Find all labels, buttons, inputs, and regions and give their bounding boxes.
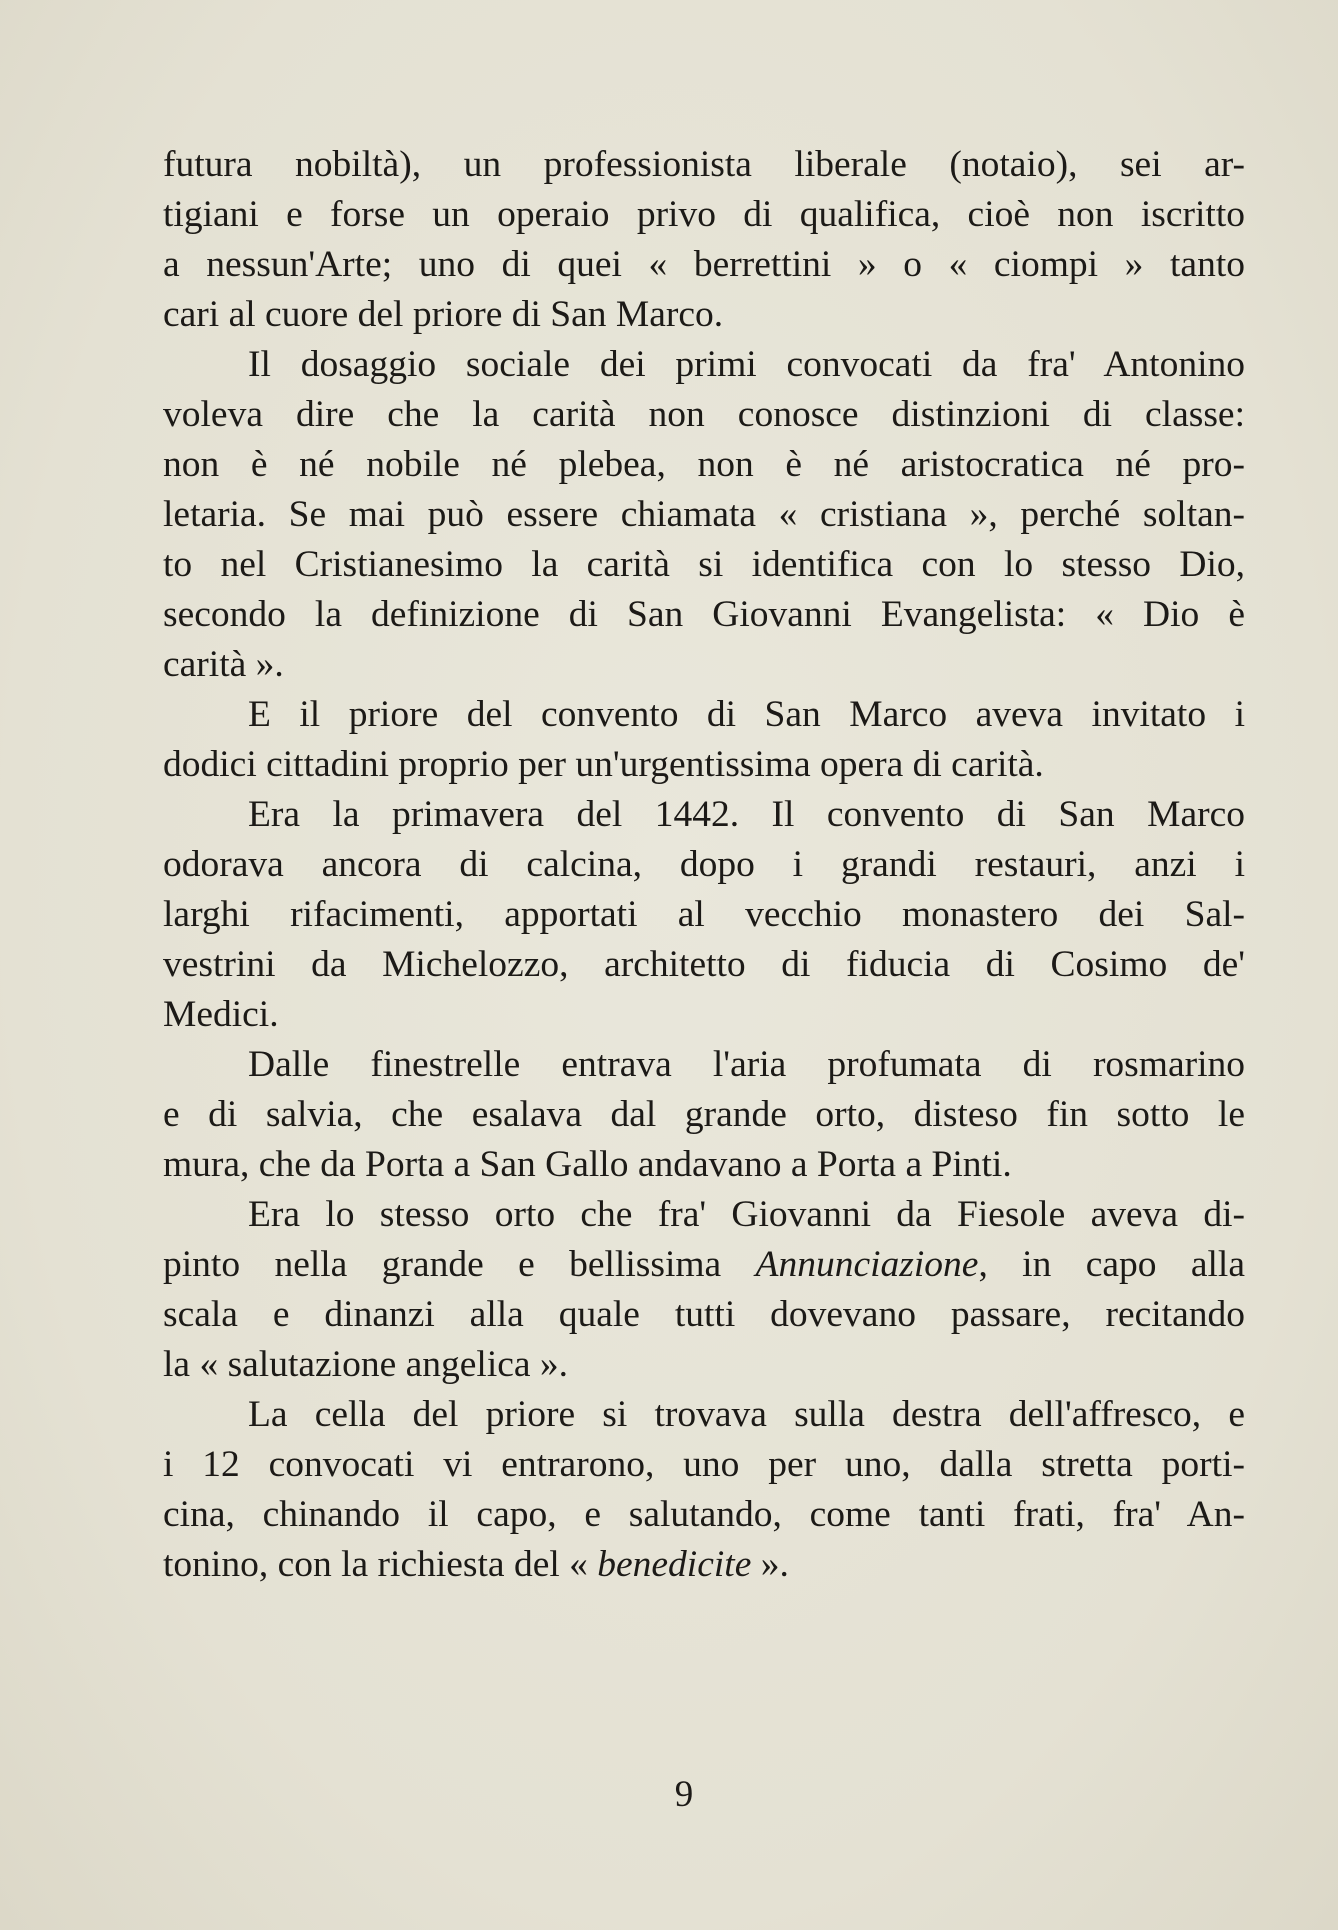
text-line: carità ».	[163, 644, 284, 685]
text-line: voleva dire che la carità non conosce distinzioni di classe:	[163, 394, 1245, 435]
text-line: larghi rifacimenti, apportati al vecchio monastero dei Sal-	[163, 894, 1245, 935]
text-segment: ».	[751, 1544, 789, 1585]
text-line: cina, chinando il capo, e salutando, come tanti frati, fra' An-	[163, 1494, 1245, 1535]
text-line: odorava ancora di calcina, dopo i grandi restauri, anzi i	[163, 844, 1245, 885]
text-line: tigiani e forse un operaio privo di qualifica, cioè non iscritto	[163, 194, 1245, 235]
artwork-title: Annunciazione	[755, 1244, 979, 1285]
text-line: La cella del priore si trovava sulla destra dell'affresco, e	[248, 1394, 1245, 1435]
text-line: to nel Cristianesimo la carità si identifica con lo stesso Dio,	[163, 544, 1245, 585]
text-line: cari al cuore del priore di San Marco.	[163, 294, 724, 335]
text-line: Il dosaggio sociale dei primi convocati da fra' Antonino	[248, 344, 1245, 385]
text-line	[163, 1240, 1245, 1290]
text-line: secondo la definizione di San Giovanni Evangelista: « Dio è	[163, 594, 1245, 635]
text-line: vestrini da Michelozzo, architetto di fiducia di Cosimo de'	[163, 944, 1245, 985]
text-line: futura nobiltà), un professionista liberale (notaio), sei ar-	[163, 144, 1245, 185]
text-line: Era lo stesso orto che fra' Giovanni da Fiesole aveva di-	[248, 1194, 1245, 1235]
text-line: non è né nobile né plebea, non è né aristocratica né pro-	[163, 444, 1245, 485]
text-line: Dalle finestrelle entrava l'aria profumata di rosmarino	[248, 1044, 1245, 1085]
text-segment: pinto nella grande e bellissima	[163, 1244, 756, 1285]
text-line: scala e dinanzi alla quale tutti dovevano passare, recitando	[163, 1294, 1245, 1335]
text-line: Medici.	[163, 994, 279, 1035]
text-line: la « salutazione angelica ».	[163, 1344, 569, 1385]
text-line: mura, che da Porta a San Gallo andavano a Porta a Pinti.	[163, 1144, 1012, 1185]
text-line: i 12 convocati vi entrarono, uno per uno, dalla stretta porti-	[163, 1444, 1245, 1485]
latin-term: benedicite	[597, 1544, 752, 1585]
text-line: Era la primavera del 1442. Il convento di San Marco	[248, 794, 1245, 835]
text-segment: , in capo alla	[978, 1244, 1245, 1285]
text-line: E il priore del convento di San Marco aveva invitato i	[248, 694, 1245, 735]
body-text	[163, 140, 1245, 1590]
text-line	[163, 1540, 1245, 1590]
text-segment: tonino, con la richiesta del «	[163, 1544, 598, 1585]
page-number: 9	[674, 1774, 694, 1815]
text-line: dodici cittadini proprio per un'urgentissima opera di carità.	[163, 744, 1044, 785]
text-line: letaria. Se mai può essere chiamata « cristiana », perché soltan-	[163, 494, 1245, 535]
text-line: e di salvia, che esalava dal grande orto, disteso fin sotto le	[163, 1094, 1245, 1135]
text-line: a nessun'Arte; uno di quei « berrettini » o « ciompi » tanto	[163, 244, 1245, 285]
